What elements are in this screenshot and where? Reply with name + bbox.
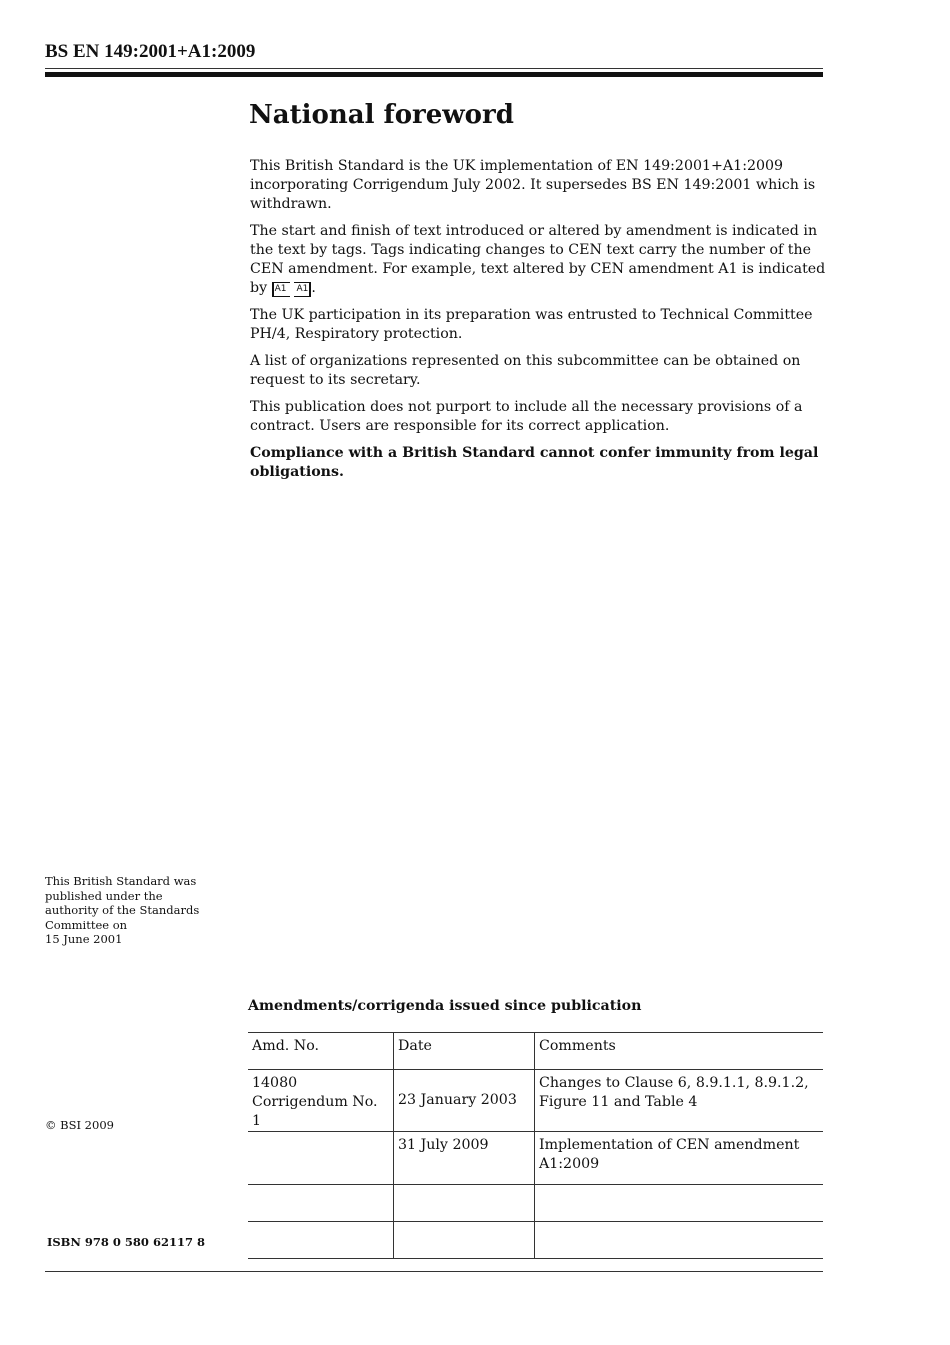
header-rule-thin (45, 68, 823, 69)
paragraph-amendment-tags-end: . (311, 280, 316, 296)
paragraph-disclaimer: This publication does not purport to include all the necessary provisions of a contract. Users are responsible for its correct application. (250, 399, 803, 434)
publication-note (45, 874, 220, 947)
cell-amd-no (248, 1070, 394, 1132)
page-title: National foreword (249, 100, 514, 130)
header-rule-thick (45, 72, 823, 77)
column-header-comments: Comments (535, 1033, 824, 1070)
publication-note-line: 15 June 2001 (45, 932, 123, 947)
amendments-heading: Amendments/corrigenda issued since publication (248, 998, 642, 1014)
paragraph-amendment-tags-text: The start and finish of text introduced or altered by amendment is indicated in the text by tags. Tags indicating changes to CEN text carry the number of the CEN amendment. For example, text altered by CEN amendment A1 is indicated by (250, 223, 826, 296)
cell-date (394, 1222, 535, 1259)
cell-date: 23 January 2003 (394, 1070, 535, 1132)
table-row (248, 1070, 823, 1132)
paragraph-committee: The UK participation in its preparation was entrusted to Technical Committee PH/4, Respiratory protection. (250, 307, 813, 342)
amendment-end-tag-icon: A1 (294, 282, 312, 297)
table-row (248, 1132, 823, 1185)
standard-id-header: BS EN 149:2001+A1:2009 (45, 41, 256, 62)
amd-no-number: 14080 (252, 1075, 298, 1091)
paragraph-amendment-tags (250, 222, 840, 298)
table-header-row (248, 1033, 823, 1070)
column-header-amd-no: Amd. No. (248, 1033, 394, 1070)
cell-date (394, 1185, 535, 1222)
copyright-notice: © BSI 2009 (45, 1118, 114, 1132)
publication-note-line: authority of the Standards (45, 903, 200, 918)
amendments-table (248, 1032, 823, 1259)
paragraph-compliance: Compliance with a British Standard cannot confer immunity from legal obligations. (250, 445, 819, 480)
table-row (248, 1185, 823, 1222)
paragraph-implementation: This British Standard is the UK implementation of EN 149:2001+A1:2009 incorporating Corrigendum July 2002. It supersedes BS EN 149:2001 which is withdrawn. (250, 158, 816, 212)
cell-date: 31 July 2009 (394, 1132, 535, 1185)
footer-rule (45, 1271, 823, 1272)
cell-comments (535, 1222, 824, 1259)
table-row (248, 1222, 823, 1259)
amd-no-label: Corrigendum No. 1 (252, 1094, 378, 1129)
publication-note-line: published under the (45, 888, 163, 903)
amendment-start-tag-icon: A1 (272, 282, 290, 297)
cell-comments (535, 1185, 824, 1222)
cell-amd-no (248, 1132, 394, 1185)
column-header-date: Date (394, 1033, 535, 1070)
paragraph-organizations: A list of organizations represented on this subcommittee can be obtained on request to its secretary. (250, 353, 801, 388)
foreword-body (250, 157, 840, 490)
publication-note-line: This British Standard was (45, 874, 197, 888)
cell-amd-no (248, 1185, 394, 1222)
isbn: ISBN 978 0 580 62117 8 (47, 1235, 205, 1249)
cell-comments: Changes to Clause 6, 8.9.1.1, 8.9.1.2, Figure 11 and Table 4 (535, 1070, 824, 1132)
publication-note-line: Committee on (45, 917, 128, 932)
cell-comments: Implementation of CEN amendment A1:2009 (535, 1132, 824, 1185)
cell-amd-no (248, 1222, 394, 1259)
